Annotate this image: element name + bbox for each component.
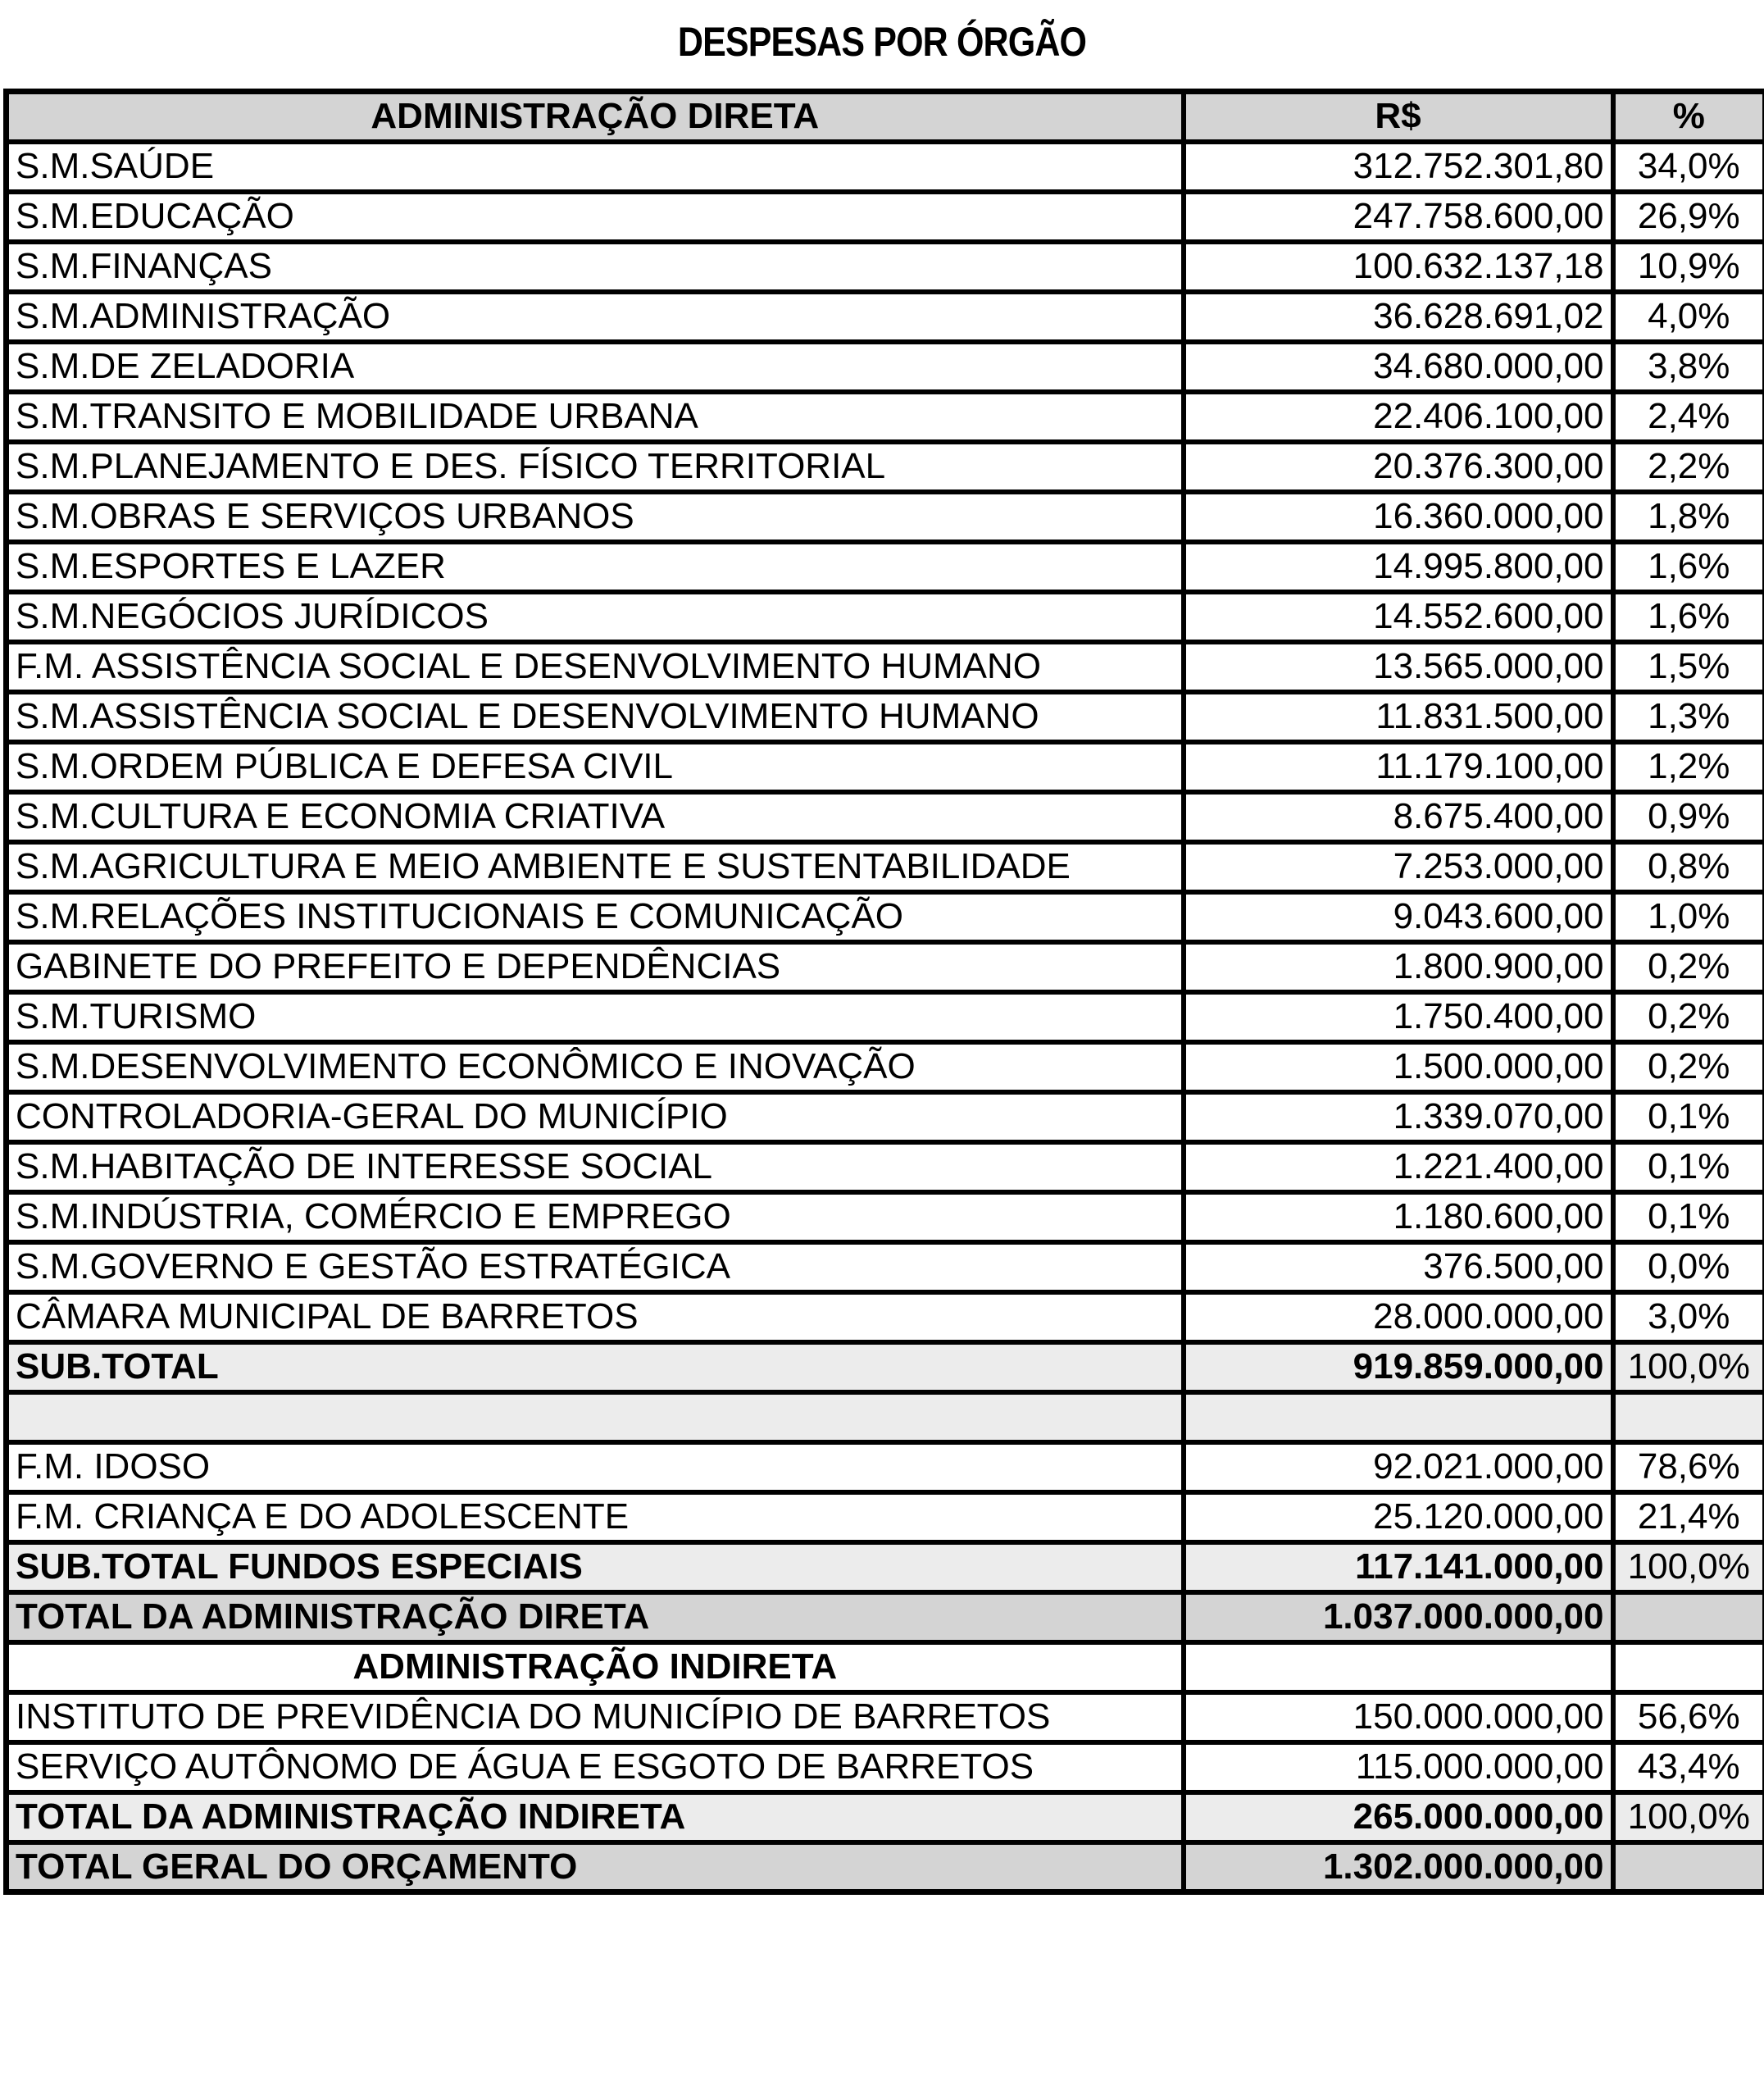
row-value: 9.043.600,00 [1184, 892, 1613, 942]
row-value: 1.750.400,00 [1184, 992, 1613, 1042]
row-percent: 3,8% [1613, 342, 1764, 392]
row-name: GABINETE DO PREFEITO E DEPENDÊNCIAS [7, 942, 1184, 992]
total-indireta-row [7, 1792, 1764, 1842]
row-percent: 1,3% [1613, 692, 1764, 742]
row-percent: 10,9% [1613, 242, 1764, 292]
row-percent: 43,4% [1613, 1742, 1764, 1792]
section-heading: ADMINISTRAÇÃO INDIRETA [7, 1642, 1184, 1692]
row-percent: 1,0% [1613, 892, 1764, 942]
table-row [7, 1692, 1764, 1742]
table-row [7, 542, 1764, 592]
table-row [7, 1092, 1764, 1142]
row-value: 919.859.000,00 [1184, 1342, 1613, 1392]
row-name: S.M.FINANÇAS [7, 242, 1184, 292]
row-name: F.M. CRIANÇA E DO ADOLESCENTE [7, 1492, 1184, 1542]
row-value: 1.500.000,00 [1184, 1042, 1613, 1092]
table-row [7, 192, 1764, 242]
table-row [7, 1192, 1764, 1242]
row-name: S.M.OBRAS E SERVIÇOS URBANOS [7, 492, 1184, 542]
table-row [7, 242, 1764, 292]
table-row [7, 892, 1764, 942]
table-row [7, 642, 1764, 692]
row-value: 376.500,00 [1184, 1242, 1613, 1292]
row-name: SERVIÇO AUTÔNOMO DE ÁGUA E ESGOTO DE BARRETOS [7, 1742, 1184, 1792]
row-percent: 100,0% [1613, 1342, 1764, 1392]
row-value: 11.179.100,00 [1184, 742, 1613, 792]
table-row [7, 1742, 1764, 1792]
row-value: 265.000.000,00 [1184, 1792, 1613, 1842]
spacer-row [7, 1392, 1764, 1442]
row-value: 117.141.000,00 [1184, 1542, 1613, 1592]
subtotal-fundos-row [7, 1542, 1764, 1592]
row-value: 13.565.000,00 [1184, 642, 1613, 692]
row-percent: 1,5% [1613, 642, 1764, 692]
table-row [7, 1042, 1764, 1092]
table-header-row [7, 92, 1764, 142]
subtotal-row [7, 1342, 1764, 1392]
total-geral-row [7, 1842, 1764, 1892]
table-row [7, 1142, 1764, 1192]
row-value: 16.360.000,00 [1184, 492, 1613, 542]
row-percent: 1,6% [1613, 542, 1764, 592]
table-row [7, 1292, 1764, 1342]
row-value: 20.376.300,00 [1184, 442, 1613, 492]
row-name: F.M. IDOSO [7, 1442, 1184, 1492]
row-value: 1.302.000.000,00 [1184, 1842, 1613, 1892]
row-value: 11.831.500,00 [1184, 692, 1613, 742]
page-title: DESPESAS POR ÓRGÃO [677, 19, 1087, 65]
row-percent: 1,6% [1613, 592, 1764, 642]
row-percent [1613, 1642, 1764, 1692]
row-name: S.M.AGRICULTURA E MEIO AMBIENTE E SUSTENTABILIDADE [7, 842, 1184, 892]
row-name: S.M.HABITAÇÃO DE INTERESSE SOCIAL [7, 1142, 1184, 1192]
row-name: TOTAL GERAL DO ORÇAMENTO [7, 1842, 1184, 1892]
table-row [7, 1242, 1764, 1292]
table-row [7, 1492, 1764, 1542]
row-value: 34.680.000,00 [1184, 342, 1613, 392]
row-percent: 78,6% [1613, 1442, 1764, 1492]
spacer-cell [1613, 1392, 1764, 1442]
fundos-rows [7, 1442, 1764, 1542]
row-value: 1.037.000.000,00 [1184, 1592, 1613, 1642]
row-value: 1.180.600,00 [1184, 1192, 1613, 1242]
table-row [7, 492, 1764, 542]
row-name: SUB.TOTAL FUNDOS ESPECIAIS [7, 1542, 1184, 1592]
row-value: 8.675.400,00 [1184, 792, 1613, 842]
row-value: 7.253.000,00 [1184, 842, 1613, 892]
row-value: 115.000.000,00 [1184, 1742, 1613, 1792]
budget-table [3, 89, 1764, 1895]
row-percent: 56,6% [1613, 1692, 1764, 1742]
row-value: 1.221.400,00 [1184, 1142, 1613, 1192]
row-value [1184, 1642, 1613, 1692]
header-value: R$ [1184, 92, 1613, 142]
row-percent: 0,9% [1613, 792, 1764, 842]
row-value: 14.995.800,00 [1184, 542, 1613, 592]
row-percent: 0,8% [1613, 842, 1764, 892]
row-percent [1613, 1842, 1764, 1892]
table-row [7, 442, 1764, 492]
table-row [7, 842, 1764, 892]
table-row [7, 592, 1764, 642]
row-percent: 2,2% [1613, 442, 1764, 492]
row-percent: 2,4% [1613, 392, 1764, 442]
row-percent: 100,0% [1613, 1542, 1764, 1592]
spacer-cell [7, 1392, 1184, 1442]
row-name: SUB.TOTAL [7, 1342, 1184, 1392]
row-percent: 34,0% [1613, 142, 1764, 192]
row-percent: 0,1% [1613, 1192, 1764, 1242]
table-row [7, 142, 1764, 192]
row-value: 28.000.000,00 [1184, 1292, 1613, 1342]
row-name: S.M.ADMINISTRAÇÃO [7, 292, 1184, 342]
table-row [7, 342, 1764, 392]
table-row [7, 292, 1764, 342]
header-percent: % [1613, 92, 1764, 142]
row-percent: 1,8% [1613, 492, 1764, 542]
indireta-rows [7, 1692, 1764, 1792]
row-percent: 4,0% [1613, 292, 1764, 342]
table-row [7, 942, 1764, 992]
row-name: TOTAL DA ADMINISTRAÇÃO DIRETA [7, 1592, 1184, 1642]
row-value: 36.628.691,02 [1184, 292, 1613, 342]
row-name: S.M.ESPORTES E LAZER [7, 542, 1184, 592]
row-value: 150.000.000,00 [1184, 1692, 1613, 1742]
row-percent: 0,0% [1613, 1242, 1764, 1292]
header-organ: ADMINISTRAÇÃO DIRETA [7, 92, 1184, 142]
row-value: 247.758.600,00 [1184, 192, 1613, 242]
row-name: S.M.NEGÓCIOS JURÍDICOS [7, 592, 1184, 642]
row-value: 312.752.301,80 [1184, 142, 1613, 192]
row-percent: 100,0% [1613, 1792, 1764, 1842]
table-row [7, 392, 1764, 442]
row-value: 92.021.000,00 [1184, 1442, 1613, 1492]
row-name: S.M.GOVERNO E GESTÃO ESTRATÉGICA [7, 1242, 1184, 1292]
row-name: S.M.CULTURA E ECONOMIA CRIATIVA [7, 792, 1184, 842]
row-name: S.M.ASSISTÊNCIA SOCIAL E DESENVOLVIMENTO HUMANO [7, 692, 1184, 742]
row-value: 22.406.100,00 [1184, 392, 1613, 442]
row-percent: 1,2% [1613, 742, 1764, 792]
indireta-header-row [7, 1642, 1764, 1692]
table-row [7, 992, 1764, 1042]
row-percent: 0,2% [1613, 992, 1764, 1042]
row-name: TOTAL DA ADMINISTRAÇÃO INDIRETA [7, 1792, 1184, 1842]
row-name: INSTITUTO DE PREVIDÊNCIA DO MUNICÍPIO DE BARRETOS [7, 1692, 1184, 1742]
row-name: S.M.RELAÇÕES INSTITUCIONAIS E COMUNICAÇÃO [7, 892, 1184, 942]
table-row [7, 742, 1764, 792]
row-name: S.M.TRANSITO E MOBILIDADE URBANA [7, 392, 1184, 442]
table-row [7, 792, 1764, 842]
row-name: CONTROLADORIA-GERAL DO MUNICÍPIO [7, 1092, 1184, 1142]
row-percent: 21,4% [1613, 1492, 1764, 1542]
row-value: 1.800.900,00 [1184, 942, 1613, 992]
row-name: CÂMARA MUNICIPAL DE BARRETOS [7, 1292, 1184, 1342]
row-percent [1613, 1592, 1764, 1642]
row-name: F.M. ASSISTÊNCIA SOCIAL E DESENVOLVIMENTO HUMANO [7, 642, 1184, 692]
row-percent: 0,1% [1613, 1142, 1764, 1192]
row-name: S.M.TURISMO [7, 992, 1184, 1042]
spacer-cell [1184, 1392, 1613, 1442]
row-value: 14.552.600,00 [1184, 592, 1613, 642]
row-percent: 0,1% [1613, 1092, 1764, 1142]
row-name: S.M.ORDEM PÚBLICA E DEFESA CIVIL [7, 742, 1184, 792]
table-row [7, 1442, 1764, 1492]
row-value: 1.339.070,00 [1184, 1092, 1613, 1142]
row-name: S.M.INDÚSTRIA, COMÉRCIO E EMPREGO [7, 1192, 1184, 1242]
row-name: S.M.EDUCAÇÃO [7, 192, 1184, 242]
row-percent: 3,0% [1613, 1292, 1764, 1342]
row-name: S.M.PLANEJAMENTO E DES. FÍSICO TERRITORIAL [7, 442, 1184, 492]
row-name: S.M.DE ZELADORIA [7, 342, 1184, 392]
row-percent: 26,9% [1613, 192, 1764, 242]
row-percent: 0,2% [1613, 1042, 1764, 1092]
row-name: S.M.SAÚDE [7, 142, 1184, 192]
row-percent: 0,2% [1613, 942, 1764, 992]
row-value: 100.632.137,18 [1184, 242, 1613, 292]
total-direta-row [7, 1592, 1764, 1642]
row-value: 25.120.000,00 [1184, 1492, 1613, 1542]
row-name: S.M.DESENVOLVIMENTO ECONÔMICO E INOVAÇÃO [7, 1042, 1184, 1092]
table-row [7, 692, 1764, 742]
direta-rows [7, 142, 1764, 1342]
